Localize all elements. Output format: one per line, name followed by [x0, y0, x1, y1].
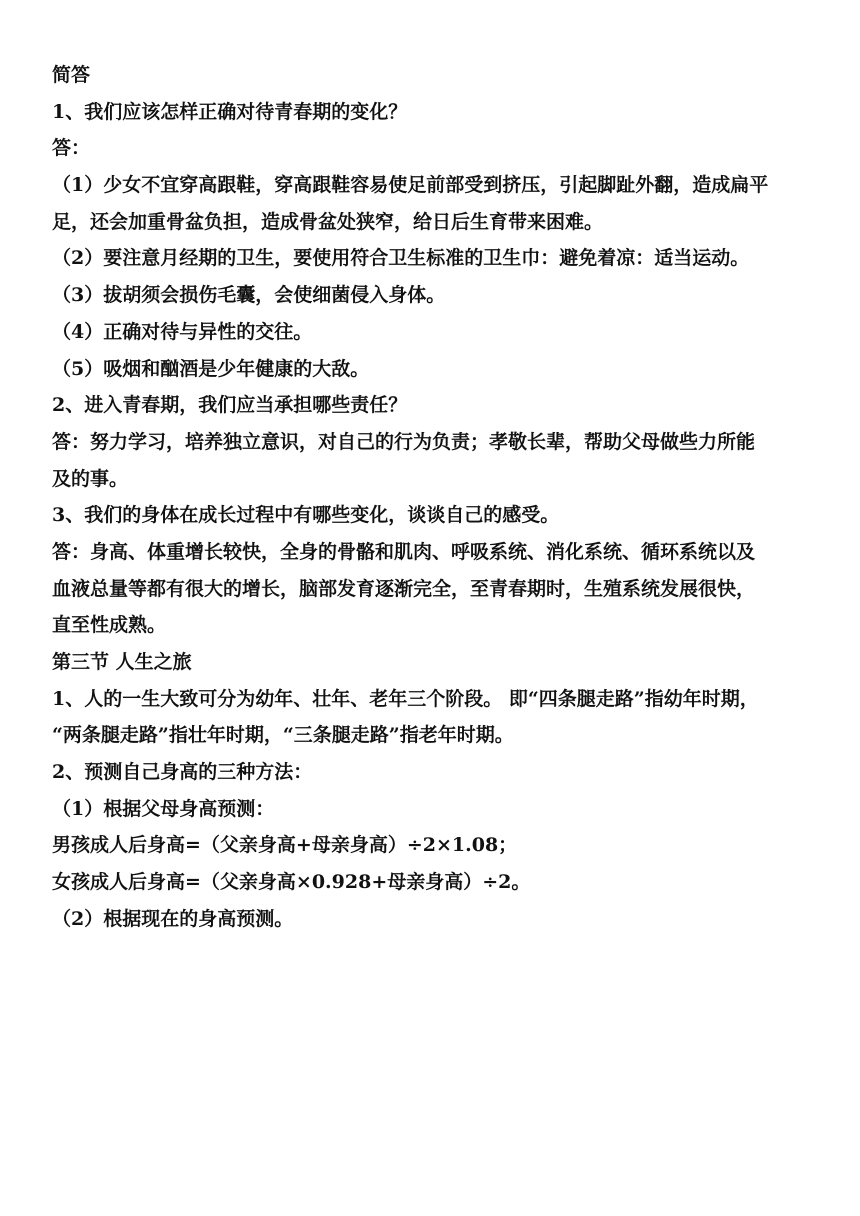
question-2: 2、进入青春期，我们应当承担哪些责任？ [52, 394, 408, 417]
method-2: （2）根据现在的身高预测。 [52, 907, 294, 930]
answer-3-line-1: 答：身高、体重增长较快，全身的骨骼和肌肉、呼吸系统、消化系统、循环系统以及 [52, 540, 756, 563]
answer-2-line-2: 及的事。 [52, 467, 129, 490]
point-1-line-1: 1、人的一生大致可分为幼年、壮年、老年三个阶段。 即“四条腿走路”指幼年时期， [52, 687, 759, 710]
formula-girls: 女孩成人后身高=（父亲身高×0.928+母亲身高）÷2。 [52, 871, 531, 894]
answer-3-line-3: 直至性成熟。 [52, 614, 167, 637]
answer-3-line-2: 血液总量等都有很大的增长，脑部发育逐渐完全，至青春期时，生殖系统发展很快， [52, 577, 756, 600]
point-2: 2、预测自己身高的三种方法： [52, 761, 313, 784]
document-body [52, 57, 812, 938]
question-1: 1、我们应该怎样正确对待青春期的变化？ [52, 100, 408, 123]
question-3: 3、我们的身体在成长过程中有哪些变化，谈谈自己的感受。 [52, 504, 560, 527]
answer-item-4: （4）正确对待与异性的交往。 [52, 320, 313, 343]
section-heading-short-answer: 简答 [52, 64, 91, 86]
answer-item-1-line-2: 足，还会加重骨盆负担，造成骨盆处狭窄，给日后生育带来困难。 [52, 210, 604, 233]
section-heading-life-journey: 第三节 人生之旅 [52, 651, 192, 673]
answer-2-line-1: 答：努力学习，培养独立意识，对自己的行为负责；孝敬长辈，帮助父母做些力所能 [52, 430, 756, 453]
point-1-line-2: “两条腿走路”指壮年时期，“三条腿走路”指老年时期。 [52, 724, 514, 747]
answer-item-2: （2）要注意月经期的卫生，要使用符合卫生标准的卫生巾：避免着凉：适当运动。 [52, 247, 750, 270]
method-1: （1）根据父母身高预测： [52, 797, 275, 820]
answer-item-5: （5）吸烟和酗酒是少年健康的大敌。 [52, 357, 370, 380]
answer-label: 答： [52, 137, 91, 160]
answer-item-3: （3）拔胡须会损伤毛囊，会使细菌侵入身体。 [52, 284, 446, 307]
answer-item-1-line-1: （1）少女不宜穿高跟鞋，穿高跟鞋容易使足前部受到挤压，引起脚趾外翻，造成扁平 [52, 174, 769, 197]
formula-boys: 男孩成人后身高=（父亲身高+母亲身高）÷2×1.08； [52, 834, 518, 857]
